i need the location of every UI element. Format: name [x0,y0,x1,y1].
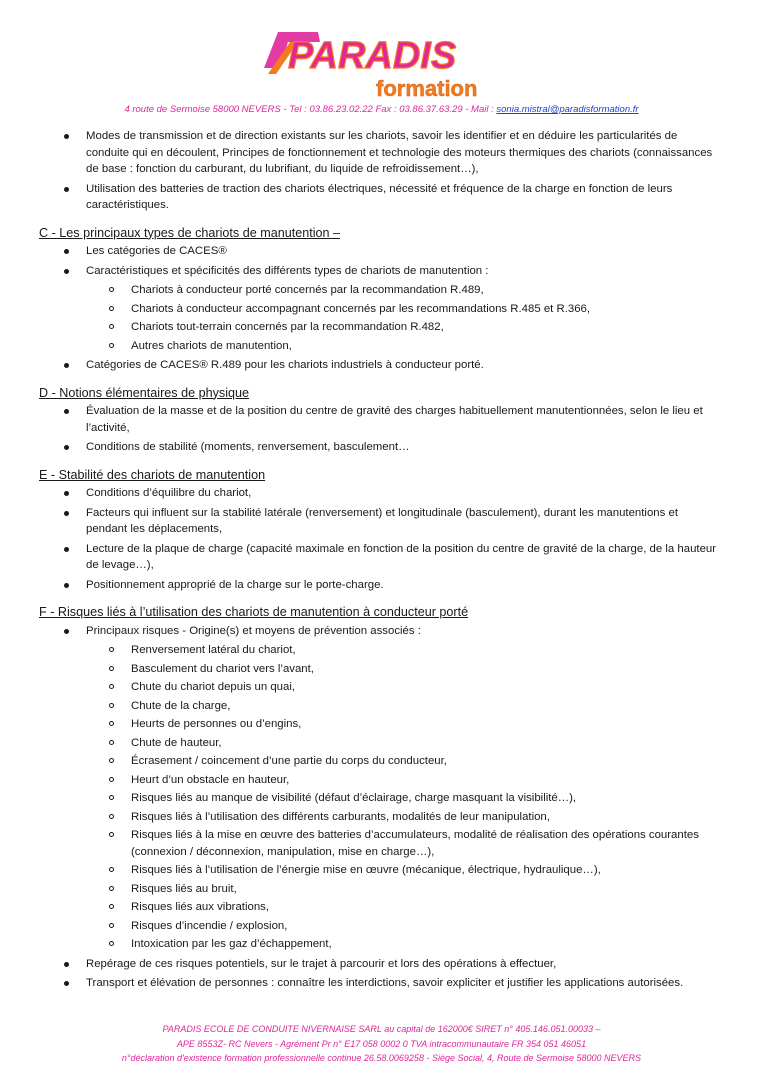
logo-graphic [258,28,498,102]
sub-list-item: Heurts de personnes ou d’engins, [39,716,721,733]
list-item: Repérage de ces risques potentiels, sur le trajet à parcourir et lors des opérations à effectuer, [39,956,721,973]
footer-line-2: APE 8553Z- RC Nevers - Agrément Pr n° E17 058 0002 0 TVA intracommunautaire FR 354 051 46051 [176,1038,587,1049]
list-item: Transport et élévation de personnes : connaître les interdictions, savoir expliciter et justifier les applications autorisées. [39,975,721,992]
sub-list-item: Risques liés au bruit, [39,881,721,898]
sub-list-item: Chariots à conducteur porté concernés par la recommandation R.489, [39,282,721,299]
sub-list-item: Risques d’incendie / explosion, [39,918,721,935]
section-e-list [39,485,721,593]
list-item: Catégories de CACES® R.489 pour les chariots industriels à conducteur porté. [39,357,721,374]
list-item-text: Principaux risques - Origine(s) et moyens de prévention associés : [86,624,421,637]
logo-main-text: PARADIS [288,35,457,77]
section-heading-f: F - Risques liés à l’utilisation des chariots de manutention à conducteur porté [39,605,469,619]
page-footer [0,1022,763,1066]
sub-list [86,282,721,354]
sub-list-item: Risques liés à l’utilisation de l’énergie mise en œuvre (mécanique, électrique, hydraulique…), [39,862,721,879]
section-heading-e: E - Stabilité des chariots de manutention [39,467,266,482]
sub-list-item: Chariots tout-terrain concernés par la recommandation R.482, [39,319,721,336]
header-contact-line [0,104,763,115]
sub-list-item: Chute de la charge, [39,698,721,715]
sub-list-item: Chute de hauteur, [39,735,721,752]
logo-sub-text: formation [376,76,478,101]
sub-list-item: Autres chariots de manutention, [39,338,721,355]
sub-list [86,642,721,953]
list-item: Conditions d’équilibre du chariot, [39,485,721,502]
paradis-formation-logo [258,28,498,102]
section-d-list [39,403,721,456]
list-item: Positionnement approprié de la charge sur le porte-charge. [39,577,721,594]
sub-list-item: Risques liés à l’utilisation des différents carburants, modalités de leur manipulation, [39,809,721,826]
sub-list-item: Écrasement / coincement d’une partie du corps du conducteur, [39,753,721,770]
list-item: Utilisation des batteries de traction des chariots électriques, nécessité et fréquence de la charge en fonction de leurs caractéristiques. [39,181,721,214]
section-heading-d: D - Notions élémentaires de physique [39,385,250,400]
section-c-list [39,243,721,374]
header-email-link[interactable]: sonia.mistral@paradisformation.fr [496,104,639,115]
sub-list-item: Risques liés au manque de visibilité (défaut d’éclairage, charge masquant la visibilité…), [39,790,721,807]
sub-list-item: Renversement latéral du chariot, [39,642,721,659]
header-address: 4 route de Sermoise 58000 NEVERS - Tel : 03.86.23.02.22 Fax : 03.86.37.63.29 - Mail : [124,104,497,115]
sub-list-item: Chariots à conducteur accompagnant concernés par les recommandations R.485 et R.366, [39,301,721,318]
list-item [39,263,721,355]
section-f-list [39,623,721,992]
sub-list-item: Intoxication par les gaz d’échappement, [39,936,721,953]
document-body [39,128,721,995]
sub-list-item: Risques liés aux vibrations, [39,899,721,916]
footer-line-1: PARADIS ECOLE DE CONDUITE NIVERNAISE SARL au capital de 162000€ SIRET n° 405.146.051.00033 – [162,1024,601,1034]
sub-list-item: Chute du chariot depuis un quai, [39,679,721,696]
intro-list [39,128,721,214]
list-item: Facteurs qui influent sur la stabilité latérale (renversement) et longitudinale (basculement), durant les manutentions et pendant les déplacements, [39,505,721,538]
footer-line-3: n°déclaration d'existence formation professionnelle continue 26.58.0069258 - Siège Social, 4, Route de Sermoise 58000 NEVERS [121,1053,642,1063]
list-item: Lecture de la plaque de charge (capacité maximale en fonction de la position du centre de gravité de la charge, de la hauteur de levage…), [39,541,721,574]
list-item: Évaluation de la masse et de la position du centre de gravité des charges habituellement manutentionnées, selon le lieu et l’activité, [39,403,721,436]
list-item: Les catégories de CACES® [39,243,721,260]
sub-list-item: Basculement du chariot vers l’avant, [39,661,721,678]
list-item [39,623,721,953]
sub-list-item: Heurt d’un obstacle en hauteur, [39,772,721,789]
section-heading-c: C - Les principaux types de chariots de manutention – [39,225,341,240]
list-item: Modes de transmission et de direction existants sur les chariots, savoir les identifier et en déduire les particularités de conduite qui en découlent, Principes de fonctionnement et technologie des moteurs thermiques des chariots (connaissances de base : fonction du carburant, du lubrifiant, du liquide de refroidissement…), [39,128,721,178]
sub-list-item: Risques liés à la mise en œuvre des batteries d’accumulateurs, modalité de réalisation des opérations courantes (connexion / déconnexion, manipulation, mise en charge…), [39,827,721,860]
list-item-text: Caractéristiques et spécificités des différents types de chariots de manutention : [86,264,489,277]
list-item: Conditions de stabilité (moments, renversement, basculement… [39,439,721,456]
